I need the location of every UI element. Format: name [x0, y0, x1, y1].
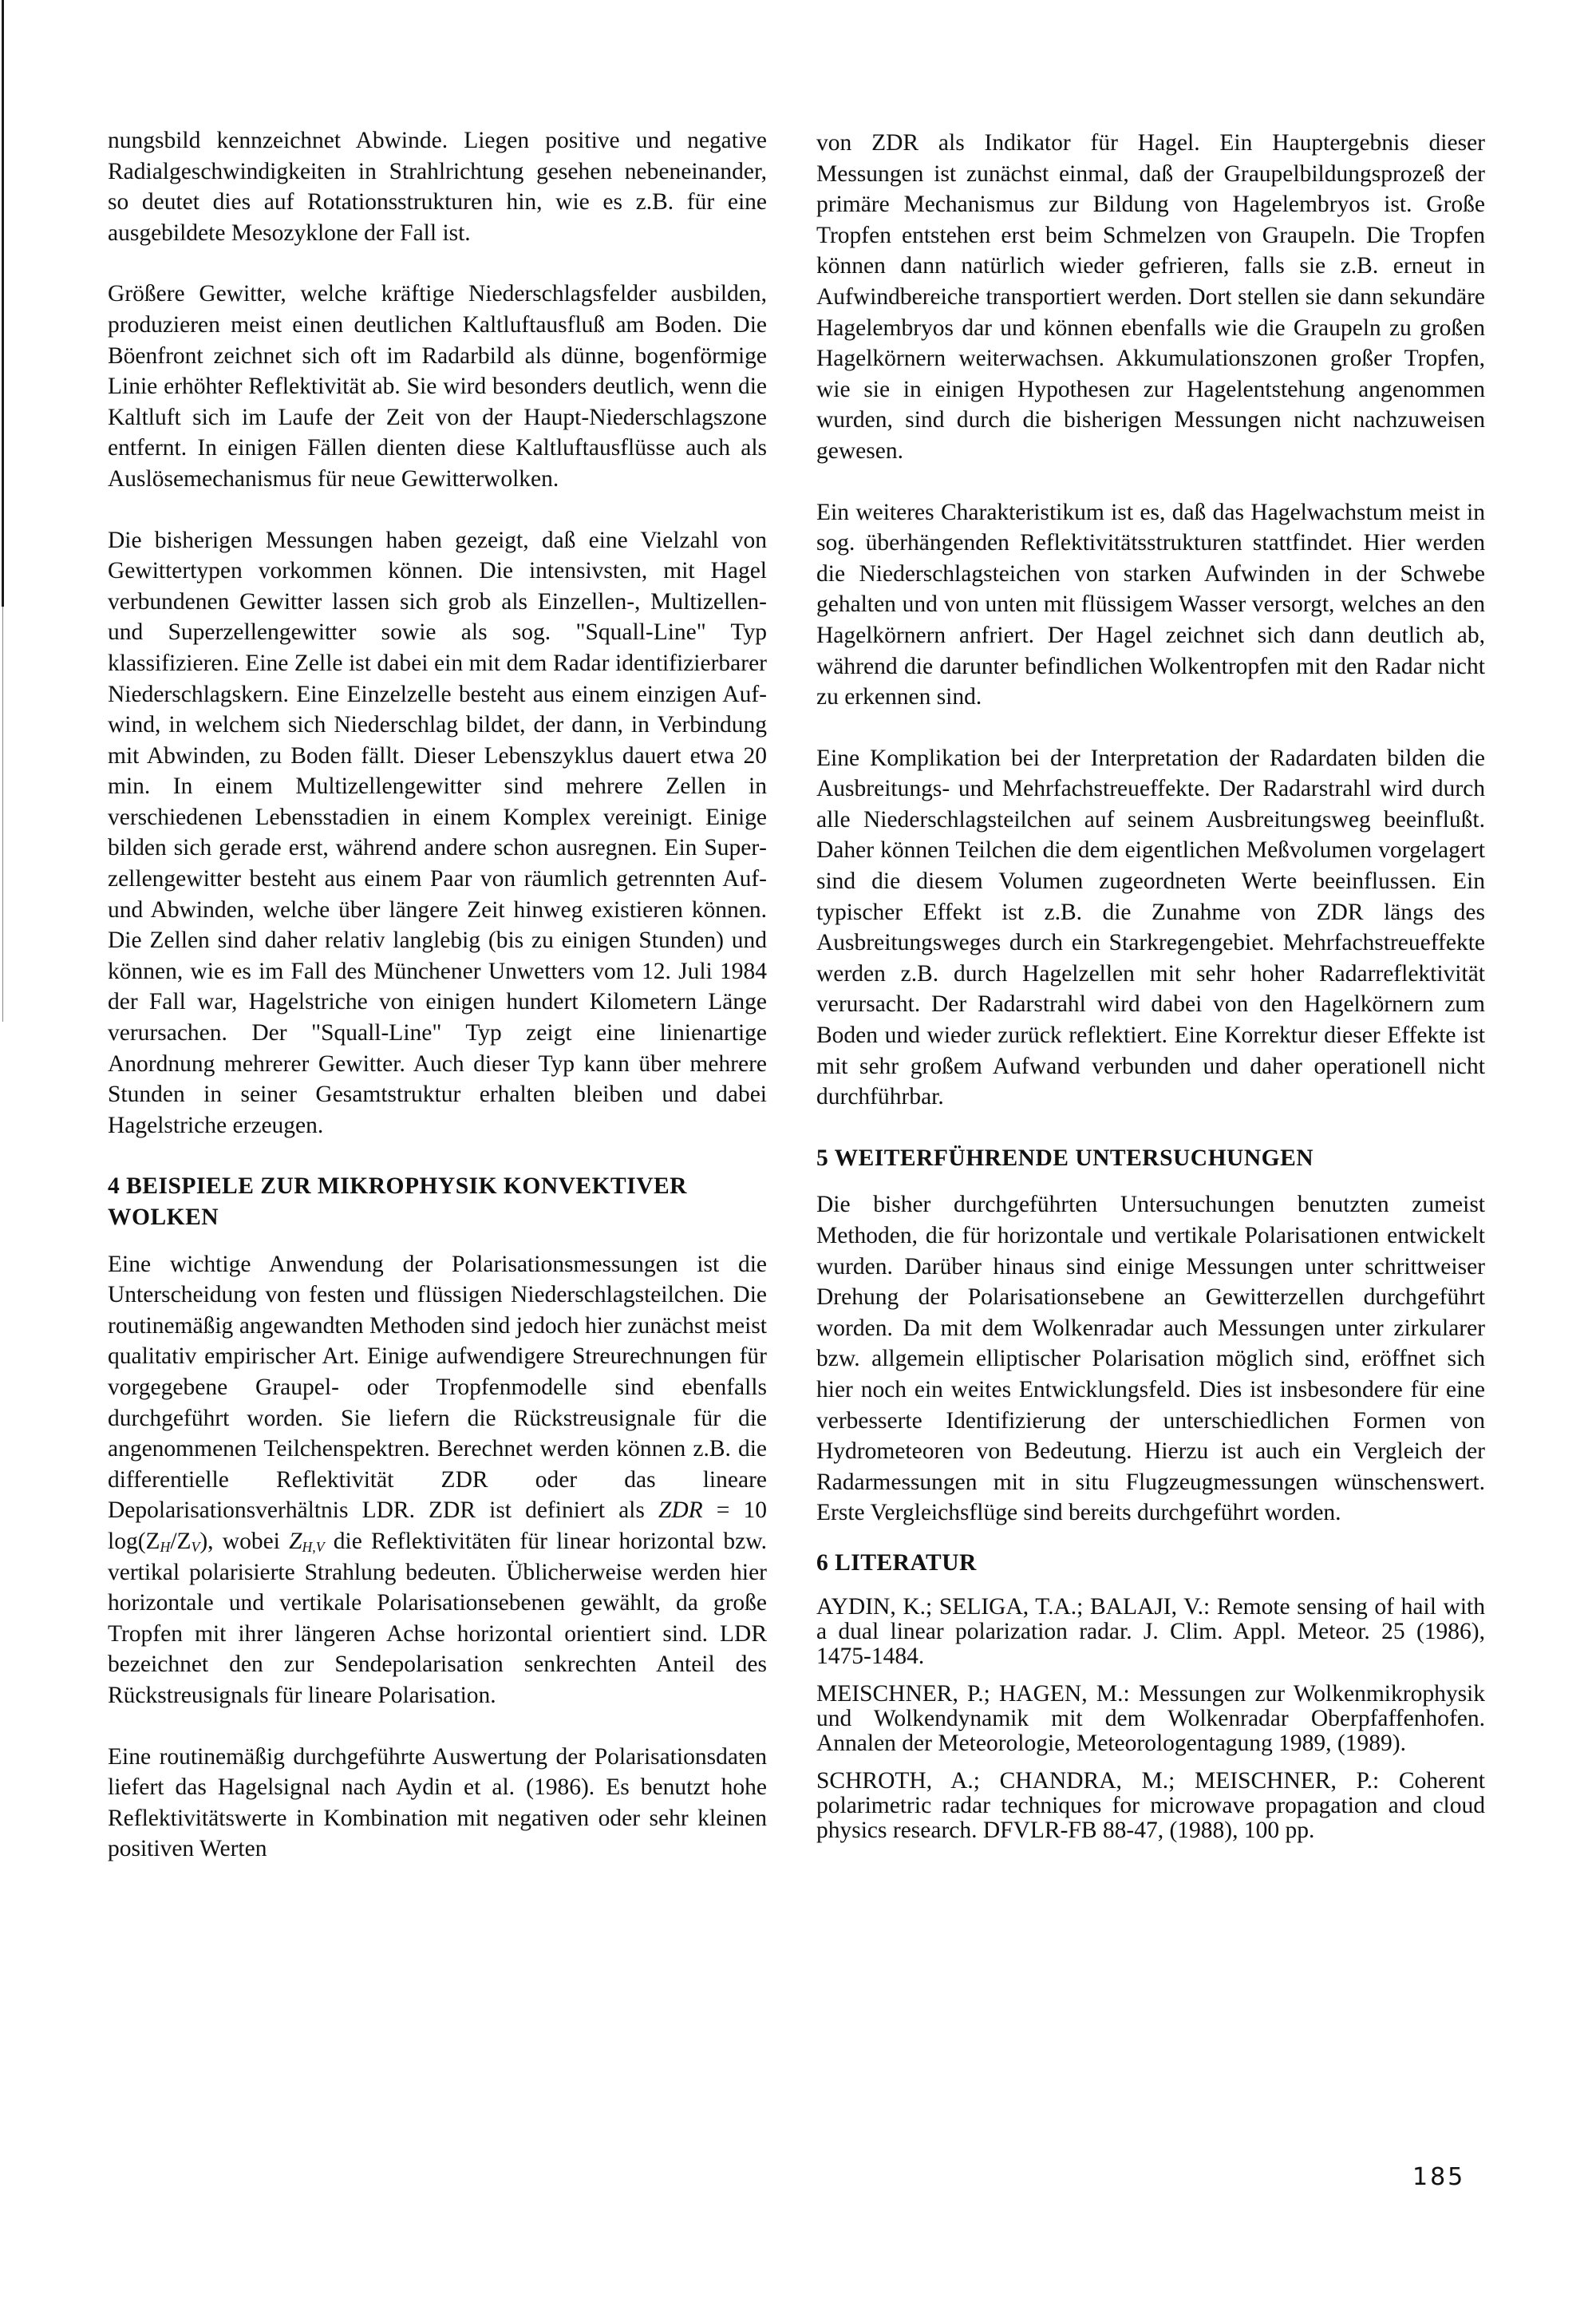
paragraph: Größere Gewitter, welche kräftige Niederschlagsfelder ausbilden, produzieren meist einen deutlichen Kaltluftausfluß am Boden. Die Böenfront zeichnet sich oft im Radarbild als dünne, bogenförmige Linie erhöhter Reflektivität ab. Sie wird besonders deutlich, wenn die Kaltluft sich im Laufe der Zeit von der Haupt-Niederschlagszone entfernt. In einigen Fällen dienten diese Kaltluftausflüsse auch als Auslösemechanismus für neue Gewitterwolken. [108, 281, 767, 492]
paragraph: Die bisherigen Messungen haben gezeigt, daß eine Vielzahl von Gewittertypen vorkommen können. Die intensivsten, mit Hagel verbundenen Gewitter lassen sich grob als Einzellen-, Multizellen- und Superzellengewitter sowie als sog. "Squall-Line" Typ klassifizieren. Eine Zelle ist dabei ein mit dem Radar identifizierbarer Niederschlagskern. Eine Einzelzelle besteht aus einem einzigen Aufwind, in welchem sich Niederschlag bildet, der dann, in Verbindung mit Abwinden, zu Boden fällt. Dieser Lebenszyklus dauert etwa 20 min. In einem Multizellengewitter sind mehrere Zellen in verschiedenen Lebensstadien in einem Komplex vereinigt. Einige bilden sich gerade erst, während andere schon ausregnen. Ein Superzellengewitter besteht aus einem Paar von räumlich getrennten Auf- und Abwinden, welche über längere Zeit hinweg existieren können. Die Zellen sind daher relativ langlebig (bis zu einigen Stunden) und können, wie es im Fall des Münchener Unwetters vom 12. Juli 1984 der Fall war, Hagelstriche von einigen hundert Kilometern Länge verursachen. Der "Squall-Line" Typ zeigt eine linienartige Anordnung mehrerer Gewitter. Auch dieser Typ kann über mehrere Stunden in seiner Gesamtstruktur erhalten bleiben und dabei Hagelstriche erzeugen. [108, 527, 767, 1138]
text: Eine wichtige Anwendung der Polarisationsmessungen ist die Unterscheidung von festen und flüssigen Niederschlagsteilchen. Die routinemäßig angewandten Methoden sind jedoch hier zunächst meist qualitativ empirischer Art. Einige aufwendigere Streurechnungen für vorgegebene Graupel- oder Tropfenmodelle sind ebenfalls durchgeführt worden. Sie liefern die Rückstreusignale für die angenommenen Teilchenspektren. Berechnet werden können z.B. die differentielle Reflektivität ZDR oder das lineare Depolarisationsverhältnis LDR. ZDR ist definiert als [108, 1251, 767, 1524]
paragraph: Eine Komplikation bei der Interpretation der Radardaten bilden die Ausbreitungs- und Mehrfachstreueffekte. Der Radarstrahl wird durch alle Niederschlagsteilchen auf seinem Ausbreitungsweg beeinflußt. Daher können Teilchen die dem eigentlichen Meßvolumen vorgelagert sind die diesem Volumen zugeordneten Werte beeinflussen. Ein typischer Effekt ist z.B. die Zunahme von ZDR längs des Ausbreitungsweges durch ein Starkregengebiet. Mehrfachstreueffekte werden z.B. durch Hagelzellen mit sehr hoher Radarreflektivität verursacht. Der Radarstrahl wird dabei von den Hagelkörnern zum Boden und wieder zurück reflektiert. Eine Korrektur dieser Effekte ist mit sehr großem Aufwand verbunden und daher operationell nicht durchführbar. [816, 745, 1485, 1110]
reference-entry: AYDIN, K.; SELIGA, T.A.; BALAJI, V.: Remote sensing of hail with a dual linear polarization radar. J. Clim. Appl. Meteor. 25 (1986), 1475-1484. [816, 1593, 1485, 1669]
formula-subscript: H [160, 1538, 171, 1555]
scan-edge-line-faint [2, 607, 3, 1022]
formula-part: ), wobei [200, 1528, 290, 1554]
paragraph: Die bisher durchgeführten Untersuchungen benutzten zumeist Methoden, die für horizontale und vertikale Polarisationen entwickelt wurden. Darüber hinaus sind einige Messungen unter schrittweiser Drehung der Polarisationsebene an Gewitterzellen durchgeführt worden. Da mit dem Wolkenradar auch Messungen unter zirkularer bzw. allgemein elliptischer Polarisation möglich sind, eröffnet sich hier noch ein weites Entwicklungsfeld. Dies ist insbesondere für eine verbesserte Identifizierung der unterschiedlichen Formen von Hydrometeoren von Bedeutung. Hierzu ist auch ein Vergleich der Radarmessungen mit in situ Flugzeugmessungen wünschenswert. Erste Vergleichsflüge sind bereits durchgeführt worden. [816, 1192, 1485, 1526]
left-column [108, 125, 767, 1895]
formula-subscript: V [191, 1538, 200, 1555]
reference-entry: MEISCHNER, P.; HAGEN, M.: Messungen zur Wolkenmikrophysik und Wolkendynamik mit dem Wolkenradar Oberpfaffenhofen. Annalen der Meteorologie, Meteorologentagung 1989, (1989). [816, 1680, 1485, 1756]
formula-subscript: H,V [302, 1538, 325, 1555]
page-number: 185 [1412, 2163, 1466, 2191]
paragraph: von ZDR als Indikator für Hagel. Ein Hauptergebnis dieser Messungen ist zunächst einmal, daß der Graupelbildungsprozeß der primäre Mechanismus zur Bildung von Hagelembryos ist. Große Tropfen entstehen erst beim Schmelzen von Graupeln. Die Tropfen können dann natürlich wieder gefrieren, falls sie z.B. erneut in Aufwindbereiche transportiert werden. Dort stellen sie dann sekundäre Hagelembryos dar und können ebenfalls wie die Graupeln zu großen Hagelkörnern weiterwachsen. Akkumulationszonen großer Tropfen, wie sie in einigen Hypothesen zur Hagelentstehung angenommen wurden, sind durch die bisherigen Messungen nicht nachzuweisen gewesen. [816, 130, 1485, 464]
paragraph: Eine routinemäßig durchgeführte Auswertung der Polarisationsdaten liefert das Hagelsignal nach Aydin et al. (1986). Es benutzt hohe Reflektivitätswerte in Kombination mit negativen oder sehr kleinen positiven Werten [108, 1743, 767, 1862]
scan-edge-line [2, 0, 4, 607]
paragraph: Ein weiteres Charakteristikum ist es, daß das Hagelwachstum meist in sog. überhängenden Reflektivitätsstrukturen stattfindet. Hier werden die Niederschlagsteichen von starken Aufwinden in der Schwebe gehalten und von unten mit flüssigem Wasser versorgt, welches an den Hagelkörnern anfriert. Der Hagel zeichnet sich dann deutlich ab, während die darunter befindlichen Wolkentropfen mit den Radar nicht zu erkennen sind. [816, 499, 1485, 710]
section-heading-5: 5 WEITERFÜHRENDE UNTERSUCHUNGEN [816, 1145, 1314, 1171]
formula-zdr: ZDR [658, 1497, 703, 1524]
section-heading-4: 4 BEISPIELE ZUR MIKROPHYSIK KONVEKTIVER WOLKEN [108, 1173, 687, 1230]
paragraph-with-formula [108, 1249, 767, 1711]
text: die Reflektivitäten für linear horizontal bzw. vertikal polarisierte Strahlung bedeuten. Üblicherweise werden hier horizontale und vertikale Polarisationsebenen gewählt, da große Tropfen mit ihrer längeren Achse horizontal orientiert sind. LDR bezeichnet den zur Sendepolarisation senkrechten Anteil des Rückstreusignals für lineare Polarisation. [108, 1528, 767, 1708]
right-column [816, 128, 1485, 1856]
formula-part: = 10 log(Z [108, 1497, 768, 1554]
paragraph: nungsbild kennzeichnet Abwinde. Liegen positive und negative Radialgeschwindigkeiten in Strahlrichtung gesehen nebeneinander, so deutet dies auf Rotationsstrukturen hin, wie es z.B. für eine ausgebildete Mesozyklone der Fall ist. [108, 128, 767, 246]
formula-z: Z [289, 1528, 302, 1554]
section-heading-6: 6 LITERATUR [816, 1549, 977, 1576]
reference-entry: SCHROTH, A.; CHANDRA, M.; MEISCHNER, P.: Coherent polarimetric radar techniques for microwave propagation and cloud physics research. DFVLR-FB 88-47, (1988), 100 pp. [816, 1767, 1485, 1843]
formula-part: /Z [170, 1528, 192, 1554]
